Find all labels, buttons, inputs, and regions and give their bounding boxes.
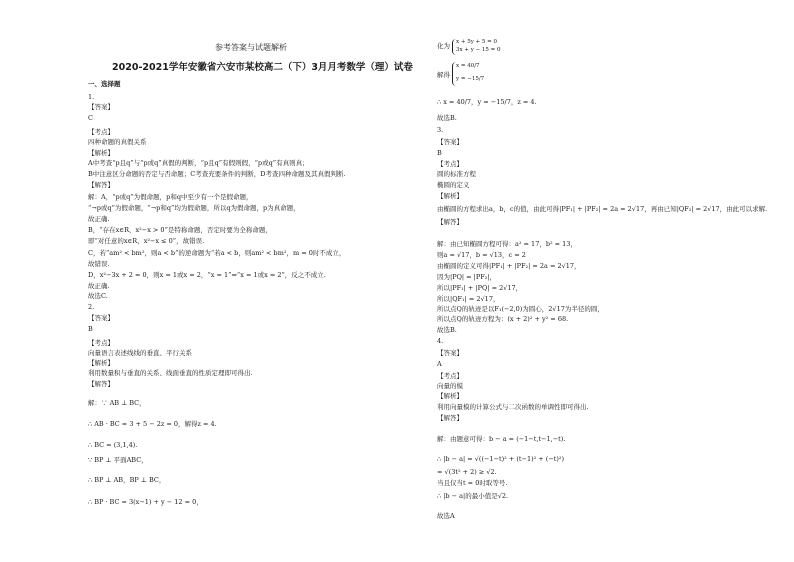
left-text-line: “¬p或q”为假命题，“¬p和q”均为假命题，所以q为假命题，p为真命题， — [88, 204, 300, 212]
left-text-line: 四种命题的真假关系 — [88, 138, 147, 146]
right-text-line: 3. — [437, 126, 444, 134]
system-1-eq-a: x + 5y + 5 = 0 — [456, 39, 498, 45]
system-2-eq-b: y = −15/7 — [456, 76, 485, 82]
right-text-line: 解：由已知椭圆方程可得：a² = 17，b² = 13， — [437, 240, 577, 248]
left-text-line: ∴ BP ⊥ AB，BP ⊥ BC， — [88, 476, 166, 484]
system-2-eq-a: x = 40/7 — [456, 63, 480, 69]
left-text-line: ∴ BP · BC = 3(x−1) + y − 12 = 0， — [88, 498, 203, 506]
left-text-line: 向量语言表述线线的垂直、平行关系 — [88, 349, 192, 357]
left-text-line: 解：A，“p或q”为假命题，p和q中至少有一个是假命题， — [88, 193, 253, 201]
left-text-line: 2. — [88, 303, 95, 311]
right-text-line: 因为|PQ| = |PF₂|， — [437, 273, 497, 281]
right-text-line: 则a = √17，b = √13，c = 2 — [437, 251, 526, 259]
left-text-line: 故错误. — [88, 260, 110, 268]
right-text-line: 所以点Q的轨迹是以F₁(−2,0)为圆心，2√17为半径的圆， — [437, 305, 604, 313]
left-text-line: 故选C. — [88, 292, 108, 300]
right-text-line: 【考点】 — [437, 372, 463, 380]
exam-title: 2020-2021学年安徽省六安市某校高二（下）3月月考数学（理）试卷 — [112, 62, 413, 73]
right-text-line: 所以|PF₁| + |PQ| = 2√17， — [437, 284, 523, 292]
right-text-line: 向量的模 — [437, 382, 463, 390]
right-text-line: ∴ |b − a|的最小值是√2. — [437, 492, 509, 500]
right-text-line: 解：由题意可得：b − a = (−1−t,t−1,−t). — [437, 435, 566, 443]
right-text-line: 利用向量模的计算公式与二次函数的单调性即可得出. — [437, 403, 589, 411]
right-text-line: 4. — [437, 337, 444, 345]
left-text-line: 【解答】 — [88, 380, 114, 388]
left-text-line: 利用数量积与垂直的关系、线面垂直的性质定理即可得出. — [88, 369, 253, 377]
left-text-line: 【考点】 — [88, 339, 114, 347]
right-text-line: 故选B. — [437, 326, 457, 334]
left-text-line: B，“存在x∈R，x²−x > 0”是特称命题，否定时要为全称命题， — [88, 226, 272, 234]
left-text-line: A中考查“p且q”与“p或q”真假的判断，“p且q”有假则假，“p或q”有真则真； — [88, 159, 309, 167]
right-text-line: 【解答】 — [437, 414, 463, 422]
right-text-line: = √(3t² + 2) ≥ √2. — [437, 468, 497, 476]
right-text-line: 椭圆的定义 — [437, 181, 470, 189]
right-text-line: 【解析】 — [437, 192, 463, 200]
right-text-line: 所以|QF₁| = 2√17， — [437, 295, 500, 303]
right-text-line: B — [437, 149, 442, 157]
left-text-line: 【答案】 — [88, 103, 114, 111]
left-text-line: C — [88, 114, 93, 122]
left-text-line: 解：∵ AB ⊥ BC， — [88, 399, 146, 407]
left-text-line: 【答案】 — [88, 314, 114, 322]
left-text-line: ∴ BC = (3,1,4). — [88, 441, 138, 449]
right-text-line: 故选A — [437, 512, 455, 520]
right-text-line: 【解析】 — [437, 392, 463, 400]
left-text-line: 【考点】 — [88, 128, 114, 136]
left-text-line: D，x²−3x + 2 = 0，则x = 1或x = 2，“x = 1”⇒“x = 1或x = 2”，反之不成立. — [88, 271, 326, 279]
left-text-line: C，若“am² < bm²，则a < b”的逆命题为“若a < b，则am² < bm²，m = 0时不成立， — [88, 249, 346, 257]
right-text-line: A — [437, 360, 442, 368]
right-text-line: 由椭圆的方程求出a，b，c的值，由此可得|PF₁| + |PF₂| = 2a = 2√17，再由已知|QF₂| = 2√17，由此可以求解. — [437, 205, 768, 213]
left-text-line: B中注意区分命题的否定与否命题；C考查充要条件的判断，D考查四种命题及其真假判断. — [88, 170, 346, 178]
left-text-line: 【解析】 — [88, 149, 114, 157]
system-prefix-2: 解得 — [437, 71, 450, 79]
left-text-line: 故正确. — [88, 215, 110, 223]
right-text-line: 【答案】 — [437, 349, 463, 357]
right-text-line: 【答案】 — [437, 138, 463, 146]
right-text-line: 圆的标准方程 — [437, 170, 476, 178]
right-text-line: 当且仅当t = 0时取等号. — [437, 479, 508, 487]
left-text-line: 【解析】 — [88, 359, 114, 367]
system-1-eq-b: 3x + y − 15 = 0 — [456, 47, 501, 53]
left-text-line: 即“对任意的x∈R，x²−x ≤ 0”，故错误. — [88, 237, 205, 245]
solution-result: ∴ x = 40/7，y = −15/7，z = 4. — [437, 98, 537, 106]
right-text-line: 所以点Q的轨迹方程为：(x + 2)² + y² = 68. — [437, 315, 569, 323]
left-text-line: 1. — [88, 93, 95, 101]
right-text-line: ∴ |b − a| = √((−1−t)² + (t−1)² + (−t)²) — [437, 455, 565, 463]
section-heading: 一、选择题 — [88, 80, 121, 88]
right-text-line: 故选B. — [437, 114, 457, 122]
left-text-line: ∵ BP ⊥ 平面ABC， — [88, 456, 148, 464]
left-text-line: 【解答】 — [88, 181, 114, 189]
left-text-line: 故正确. — [88, 282, 110, 290]
answer-header: 参考答案与试题解析 — [215, 43, 287, 52]
system-prefix-1: 化为 — [437, 42, 450, 50]
left-text-line: B — [88, 325, 93, 333]
left-text-line: ∴ AB · BC = 3 + 5 − 2z = 0，解得z = 4. — [88, 420, 217, 428]
right-text-line: 由椭圆的定义可得|PF₁| + |PF₂| = 2a = 2√17， — [437, 262, 581, 270]
right-text-line: 【考点】 — [437, 160, 463, 168]
right-text-line: 【解答】 — [437, 218, 463, 226]
